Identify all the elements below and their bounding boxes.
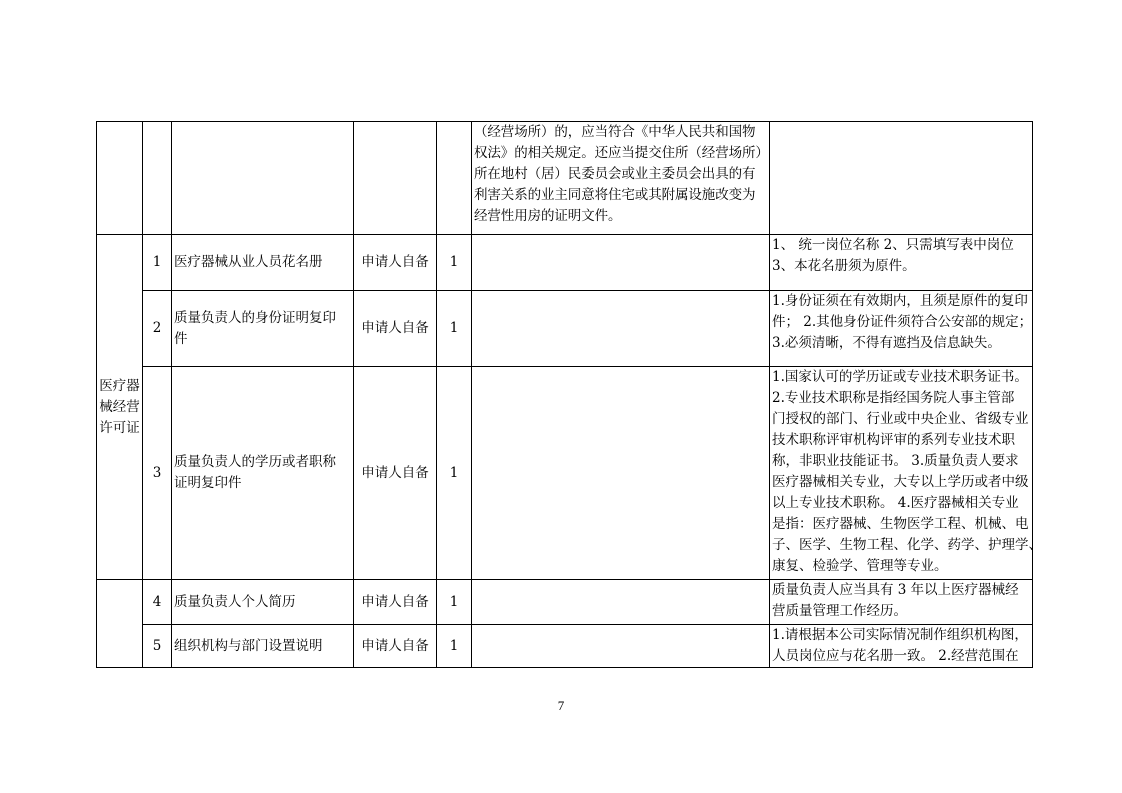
table-row xyxy=(97,367,1033,580)
requirement-line: （经营场所）的，应当符合《中华人民共和国物 xyxy=(474,124,756,140)
material-line: 医疗器械从业人员花名册 xyxy=(174,254,323,270)
notes-line: 2.专业技术职称是指经国务院人事主管部 xyxy=(772,390,1015,406)
copies-cell-empty xyxy=(437,122,472,235)
requirement-cell xyxy=(472,122,770,235)
material-name xyxy=(172,235,354,291)
material-source: 申请人自备 xyxy=(354,580,437,625)
notes-line: 1.国家认可的学历证或专业技术职务证书。 xyxy=(772,369,1028,385)
notes-cell xyxy=(770,291,1033,367)
requirements-table xyxy=(96,121,1042,668)
requirement-cell xyxy=(472,235,770,291)
notes-cell xyxy=(770,235,1033,291)
material-line: 件 xyxy=(174,330,188,347)
notes-line: 称，非职业技能证书。 3.质量负责人要求 xyxy=(772,453,1019,469)
row-number: 5 xyxy=(143,625,172,668)
notes-line: 子、医学、生物工程、化学、药学、护理学、 xyxy=(772,537,1042,553)
material-source: 申请人自备 xyxy=(354,235,437,291)
category-line: 许可证 xyxy=(99,419,140,436)
notes-line: 3.必须清晰，不得有遮挡及信息缺失。 xyxy=(772,335,1001,351)
notes-cell xyxy=(770,367,1042,580)
material-source: 申请人自备 xyxy=(354,367,437,580)
material-source: 申请人自备 xyxy=(354,291,437,367)
material-line: 质量负责人的身份证明复印 xyxy=(174,309,336,326)
category-cell xyxy=(97,235,143,580)
notes-line: 件； 2.其他身份证件须符合公安部的规定； xyxy=(772,314,1033,330)
notes-line: 1.身份证须在有效期内，且须是原件的复印 xyxy=(772,293,1028,309)
category-line: 医疗器 xyxy=(99,377,140,394)
copies-count: 1 xyxy=(437,625,472,668)
row-number: 2 xyxy=(143,291,172,367)
table-row xyxy=(97,291,1033,367)
row-number: 4 xyxy=(143,580,172,625)
page-number: 7 xyxy=(557,698,565,713)
notes-line: 康复、检验学、管理等专业。 xyxy=(772,558,948,574)
notes-line: 人员岗位应与花名册一致。 2.经营范围在 xyxy=(772,648,1019,664)
notes-line: 1、 统一岗位名称 2、只需填写表中岗位 xyxy=(772,237,1014,253)
continuation-row xyxy=(97,122,1033,235)
requirement-cell xyxy=(472,625,770,668)
notes-line: 技术职称评审机构评审的系列专业技术职 xyxy=(772,432,1015,448)
material-name xyxy=(172,367,354,580)
source-cell-empty xyxy=(354,122,437,235)
material-line: 质量负责人的学历或者职称 xyxy=(174,454,336,470)
copies-count: 1 xyxy=(437,291,472,367)
notes-line: 门授权的部门、行业或中央企业、省级专业 xyxy=(772,411,1029,427)
table-row xyxy=(97,625,1033,668)
material-name xyxy=(172,291,354,367)
requirement-cell xyxy=(472,291,770,367)
requirement-line: 权法》的相关规定。还应当提交住所（经营场所） xyxy=(474,145,769,161)
notes-line: 以上专业技术职称。 4.医疗器械相关专业 xyxy=(772,495,1019,511)
notes-line: 是指：医疗器械、生物医学工程、机械、电 xyxy=(772,516,1029,532)
copies-count: 1 xyxy=(437,235,472,291)
notes-line: 1.请根据本公司实际情况制作组织机构图， xyxy=(772,627,1028,643)
category-line: 械经营 xyxy=(99,398,140,415)
material-name xyxy=(172,625,354,668)
notes-line: 医疗器械相关专业，大专以上学历或者中级 xyxy=(772,474,1029,490)
notes-line: 3、本花名册须为原件。 xyxy=(772,258,916,274)
material-name xyxy=(172,580,354,625)
material-source: 申请人自备 xyxy=(354,625,437,668)
requirement-line: 所在地村（居）民委员会或业主委员会出具的有 xyxy=(474,166,756,182)
category-cell-empty xyxy=(97,122,143,235)
copies-count: 1 xyxy=(437,367,472,580)
requirement-line: 经营性用房的证明文件。 xyxy=(474,208,622,224)
category-cell-empty xyxy=(97,580,143,668)
table-row xyxy=(97,235,1033,291)
requirement-cell xyxy=(472,580,770,625)
material-cell-empty xyxy=(172,122,354,235)
table-row xyxy=(97,580,1033,625)
material-line: 质量负责人个人简历 xyxy=(174,593,296,610)
row-number: 1 xyxy=(143,235,172,291)
requirement-line: 利害关系的业主同意将住宅或其附属设施改变为 xyxy=(474,187,756,203)
notes-line: 质量负责人应当具有 3 年以上医疗器械经 xyxy=(772,582,1019,598)
notes-cell xyxy=(770,625,1033,668)
number-cell-empty xyxy=(143,122,172,235)
notes-line: 营质量管理工作经历。 xyxy=(772,603,907,619)
row-number: 3 xyxy=(143,367,172,580)
material-line: 组织机构与部门设置说明 xyxy=(174,637,323,654)
notes-cell-empty xyxy=(770,122,1033,235)
notes-cell xyxy=(770,580,1033,625)
material-line: 证明复印件 xyxy=(174,475,242,491)
requirement-cell xyxy=(472,367,770,580)
copies-count: 1 xyxy=(437,580,472,625)
